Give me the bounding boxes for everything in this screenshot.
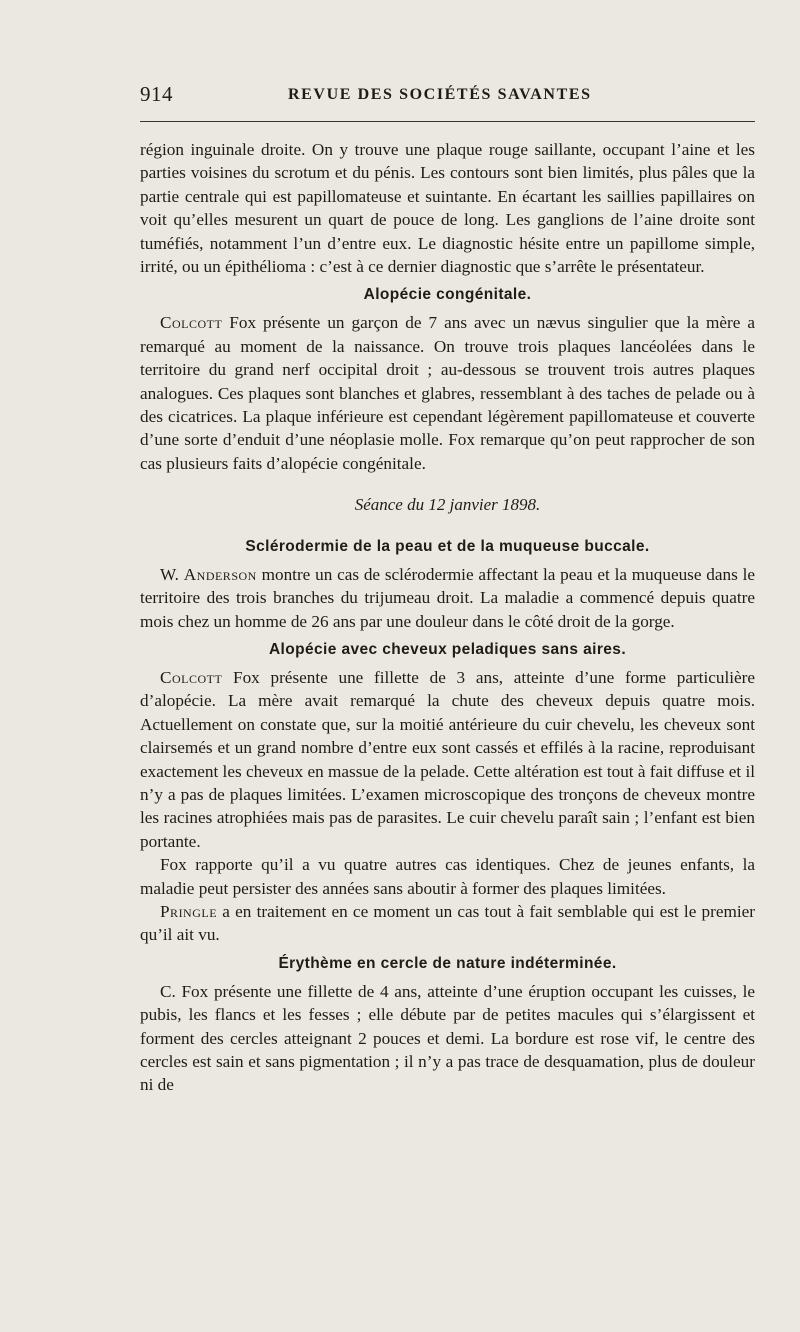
- paragraph-inguinal: région inguinale droite. On y trouve une plaque rouge saillante, occupant l’aine et les parties voisines du scrotum et du pénis. Les contours sont bien limités, plus pâles que la partie centrale qui est papillomateuse et suintante. En écartant les saillies papillaires on voit qu’elles mesurent un quart de pouce de long. Les ganglions de l’aine droite sont tuméfiés, notamment l’un d’entre eux. Le diagnostic hésite entre un papillome simple, irrité, ou un épithélioma : c’est à ce dernier diagnostic que s’arrête le présentateur.: [140, 140, 755, 277]
- heading-alopecie-peladiques: Alopécie avec cheveux peladiques sans aires.: [268, 640, 627, 658]
- paragraph-colcott-fox-2: [140, 666, 755, 853]
- paragraph-anderson: [140, 563, 755, 633]
- paragraph-colcott-fox-1: [140, 311, 755, 475]
- page-body: [140, 138, 755, 1097]
- seance-date: Séance du 12 janvier 1898.: [354, 495, 541, 515]
- paragraph-c-fox: C. Fox présente une fillette de 4 ans, atteinte d’une éruption occupant les cuisses, le pubis, les flancs et les fesses ; elle débute par de petites macules qui s’élargissent et forment des cercles atteignant 2 pouces et demi. La bordure est rose vif, le centre des cercles est sain et sans pigmentation ; il n’y a pas trace de desquamation, plus de douleur ni de: [140, 981, 755, 1095]
- page-number: 914: [140, 82, 173, 106]
- page-header: [140, 76, 755, 116]
- heading-alopecie-congenitale: Alopécie congénitale.: [363, 286, 532, 304]
- paragraph-text: a en traitement en ce moment un cas tout à fait semblable qui est le premier qu’il ait vu.: [140, 901, 755, 945]
- paragraph-text: Fox présente une fillette de 3 ans, atteinte d’une forme particulière d’alopécie. La mère avait remarqué la chute des cheveux depuis quatre mois. Actuellement on constate que, sur la moitié antérieure du cuir chevelu, les cheveux sont clairsemés et un grand nombre d’entre eux sont cassés et effilés à la racine, reproduisant exactement les cheveux en massue de la pelade. Cette altération est tout à fait diffuse et il n’y a pas de plaques limitées. L’examen microscopique des tronçons de cheveux montre les racines atrophiées mais pas de parasites. Le cuir chevelu paraît sain ; l’enfant est bien portante.: [140, 667, 755, 851]
- running-title: REVUE DES SOCIÉTÉS SAVANTES: [288, 86, 592, 103]
- author-name: Colcott: [160, 313, 223, 333]
- paragraph-text: Fox présente un garçon de 7 ans avec un nævus singulier que la mère a remarqué au moment de la naissance. On trouve trois plaques lancéolées dans le territoire du grand nerf occipital droit ; au-dessous se trouvent trois autres plaques analogues. Ces plaques sont blanches et glabres, ressemblant à des taches de pelade ou à des cicatrices. La plaque inférieure est cependant légèrement papillomateuse et couverte d’une sorte d’enduit d’une néoplasie molle. Fox remarque qu’on peut rapprocher de son cas plusieurs faits d’alopécie congénitale.: [140, 313, 755, 473]
- paragraph-text: montre un cas de sclérodermie affectant la peau et la muqueuse dans le territoire des trois branches du trijumeau droit. La maladie a commencé depuis quatre mois chez un homme de 26 ans par une douleur dans le côté droit de la gorge.: [140, 564, 755, 631]
- paragraph-pringle: [140, 900, 755, 947]
- author-name: Anderson: [183, 564, 257, 584]
- author-name: Pringle: [160, 901, 218, 921]
- header-rule: [140, 121, 755, 122]
- heading-sclerodermie: Sclérodermie de la peau et de la muqueuse buccale.: [245, 537, 650, 555]
- heading-erytheme: Érythème en cercle de nature indéterminée.: [278, 954, 617, 972]
- paragraph-fox-rapporte: Fox rapporte qu’il a vu quatre autres cas identiques. Chez de jeunes enfants, la maladie peut persister des années sans aboutir à former des plaques limitées.: [140, 855, 755, 898]
- author-name: Colcott: [160, 667, 223, 687]
- author-initial: W.: [160, 564, 184, 584]
